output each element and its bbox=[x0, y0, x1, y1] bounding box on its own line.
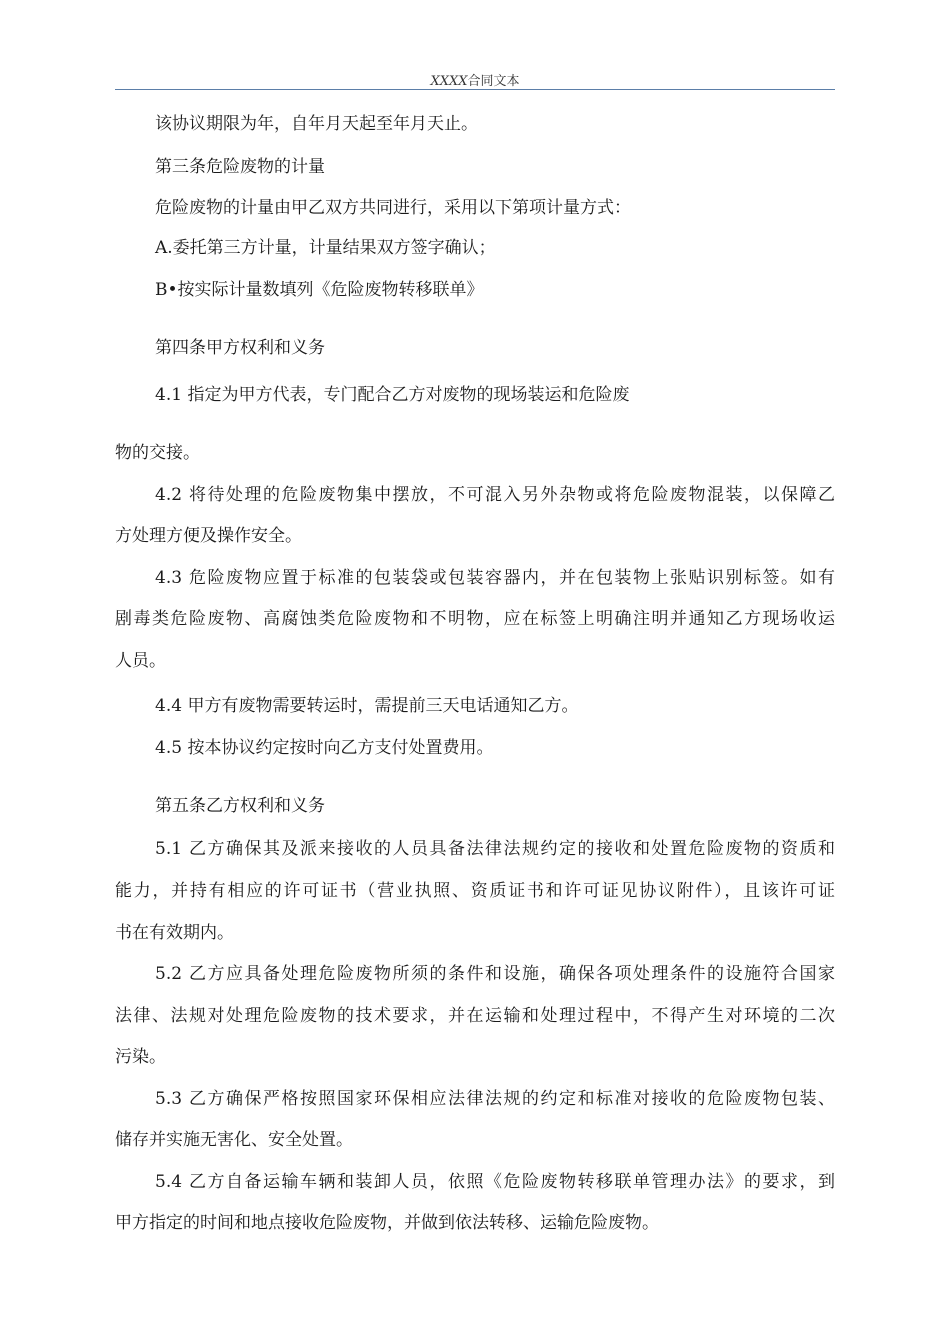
clause-4-3-line: 4.3 危险废物应置于标准的包装袋或包装容器内，并在包装物上张贴识别标签。如有 bbox=[155, 568, 835, 588]
clause-4-1-continuation: 物的交接。 bbox=[115, 443, 200, 463]
header-title: 合同文本 bbox=[467, 74, 520, 89]
clause-4-2-line: 4.2 将待处理的危险废物集中摆放，不可混入另外杂物或将危险废物混装，以保障乙 bbox=[155, 485, 835, 505]
clause-5-1-continuation: 书在有效期内。 bbox=[115, 923, 234, 943]
clause-4-3-continuation: 人员。 bbox=[115, 651, 166, 671]
header-rule bbox=[115, 89, 835, 90]
clause-4-2-continuation: 方处理方便及操作安全。 bbox=[115, 526, 302, 546]
clause-5-2-continuation: 法律、法规对处理危险废物的技术要求，并在运输和处理过程中，不得产生对环境的二次 bbox=[115, 1006, 835, 1026]
clause-4-1-line: 4.1 指定为甲方代表，专门配合乙方对废物的现场装运和危险废 bbox=[155, 385, 630, 405]
option-b-line: B•按实际计量数填列《危险废物转移联单》 bbox=[155, 280, 484, 300]
clause-5-4-line: 5.4 乙方自备运输车辆和装卸人员，依照《危险废物转移联单管理办法》的要求，到 bbox=[155, 1172, 835, 1192]
clause-4-4-line: 4.4 甲方有废物需要转运时，需提前三天电话通知乙方。 bbox=[155, 696, 579, 716]
clause-4-5-line: 4.5 按本协议约定按时向乙方支付处置费用。 bbox=[155, 738, 494, 758]
article-5-heading: 第五条乙方权利和义务 bbox=[155, 796, 325, 816]
term-line: 该协议期限为年，自年月天起至年月天止。 bbox=[155, 114, 478, 134]
clause-5-4-continuation: 甲方指定的时间和地点接收危险废物，并做到依法转移、运输危险废物。 bbox=[115, 1213, 659, 1233]
clause-5-1-continuation: 能力，并持有相应的许可证书（营业执照、资质证书和许可证见协议附件），且该许可证 bbox=[115, 881, 835, 901]
paragraph-line: 危险废物的计量由甲乙双方共同进行，采用以下第项计量方式： bbox=[155, 198, 631, 218]
clause-5-1-line: 5.1 乙方确保其及派来接收的人员具备法律法规约定的接收和处置危险废物的资质和 bbox=[155, 839, 835, 859]
page-header bbox=[115, 74, 835, 90]
article-3-heading: 第三条危险废物的计量 bbox=[155, 157, 325, 177]
clause-5-3-continuation: 储存并实施无害化、安全处置。 bbox=[115, 1130, 353, 1150]
article-4-heading: 第四条甲方权利和义务 bbox=[155, 338, 325, 358]
clause-5-2-line: 5.2 乙方应具备处理危险废物所须的条件和设施，确保各项处理条件的设施符合国家 bbox=[155, 964, 835, 984]
option-a-line: A.委托第三方计量，计量结果双方签字确认； bbox=[155, 238, 496, 258]
clause-5-3-line: 5.3 乙方确保严格按照国家环保相应法律法规的约定和标准对接收的危险废物包装、 bbox=[155, 1089, 835, 1109]
clause-5-2-continuation: 污染。 bbox=[115, 1047, 166, 1067]
clause-4-3-continuation: 剧毒类危险废物、高腐蚀类危险废物和不明物，应在标签上明确注明并通知乙方现场收运 bbox=[115, 609, 835, 629]
header-prefix: XXXX bbox=[430, 74, 468, 89]
